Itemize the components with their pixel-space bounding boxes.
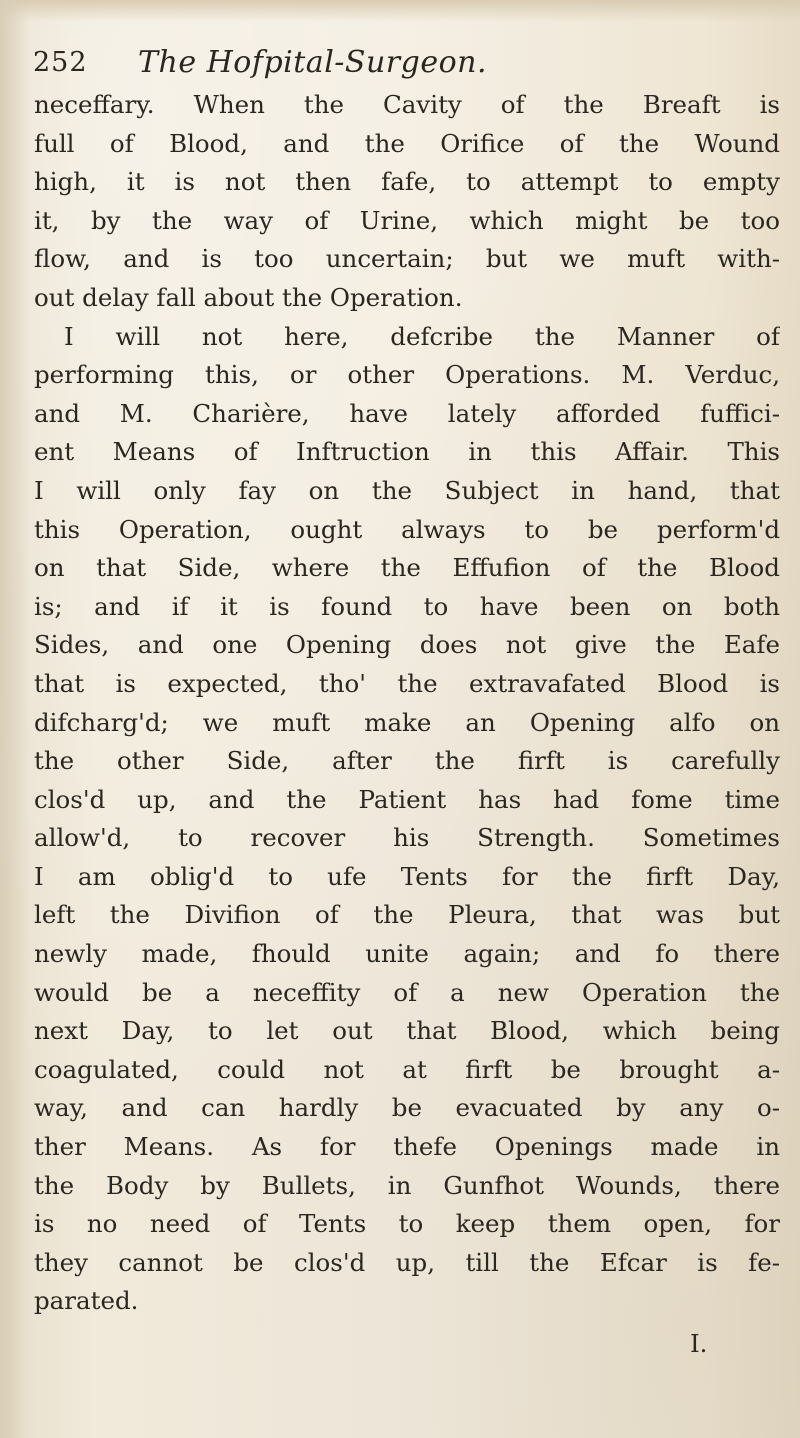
catchword: I. <box>690 1329 708 1358</box>
text-line: Sides, and one Opening does not give the Eafe <box>34 630 780 660</box>
text-line: next Day, to let out that Blood, which being <box>34 1016 780 1046</box>
text-line: I will only fay on the Subject in hand, that <box>34 475 780 505</box>
text-line: neceffary. When the Cavity of the Breaft is <box>34 90 780 119</box>
page-top-edge <box>0 0 800 22</box>
text-line: that is expected, tho' the extravafated Blood is <box>34 668 780 698</box>
text-line: left the Divifion of the Pleura, that was but <box>34 900 780 930</box>
text-line: I will not here, defcribe the Manner of <box>64 321 780 351</box>
text-line: the Body by Bullets, in Gunfhot Wounds, there <box>34 1170 780 1200</box>
text-line: way, and can hardly be evacuated by any o- <box>34 1093 780 1123</box>
text-line: would be a neceffity of a new Operation the <box>34 977 780 1007</box>
text-line: high, it is not then fafe, to attempt to empty <box>34 167 780 197</box>
text-line: I am oblig'd to ufe Tents for the firft Day, <box>34 861 780 891</box>
text-line: ent Means of Inftruction in this Affair. This <box>34 437 780 467</box>
text-line: on that Side, where the Effufion of the Blood <box>34 553 780 583</box>
bottom-margin <box>0 1380 800 1438</box>
text-line: clos'd up, and the Patient has had fome time <box>34 784 780 814</box>
text-line: is; and if it is found to have been on both <box>34 591 780 621</box>
text-line: parated. <box>34 1286 139 1316</box>
page-number: 252 <box>33 47 88 78</box>
text-line: full of Blood, and the Orifice of the Wound <box>34 128 780 158</box>
text-line: flow, and is too uncertain; but we muft with- <box>34 244 780 274</box>
text-line: newly made, fhould unite again; and fo there <box>34 939 780 969</box>
page-left-edge <box>0 0 30 1438</box>
text-line: difcharg'd; we muft make an Opening alfo on <box>34 707 780 737</box>
text-line: this Operation, ought always to be perform'd <box>34 514 780 544</box>
text-line: performing this, or other Operations. M. Verduc, <box>34 360 780 390</box>
text-line: ther Means. As for thefe Openings made in <box>34 1132 780 1162</box>
text-line: is no need of Tents to keep them open, for <box>34 1209 780 1239</box>
text-line: they cannot be clos'd up, till the Efcar is fe- <box>34 1247 780 1277</box>
text-line: and M. Charière, have lately afforded fuffici- <box>34 398 780 428</box>
body-text <box>34 86 780 1321</box>
text-line: it, by the way of Urine, which might be too <box>34 205 780 235</box>
text-line: coagulated, could not at firft be brought a- <box>34 1054 780 1084</box>
text-line: the other Side, after the firft is carefully <box>34 746 780 776</box>
page-header <box>33 43 753 83</box>
running-title: The Hofpital-Surgeon. <box>138 45 488 80</box>
text-line: allow'd, to recover his Strength. Sometimes <box>34 823 780 853</box>
text-line: out delay fall about the Operation. <box>34 282 463 312</box>
